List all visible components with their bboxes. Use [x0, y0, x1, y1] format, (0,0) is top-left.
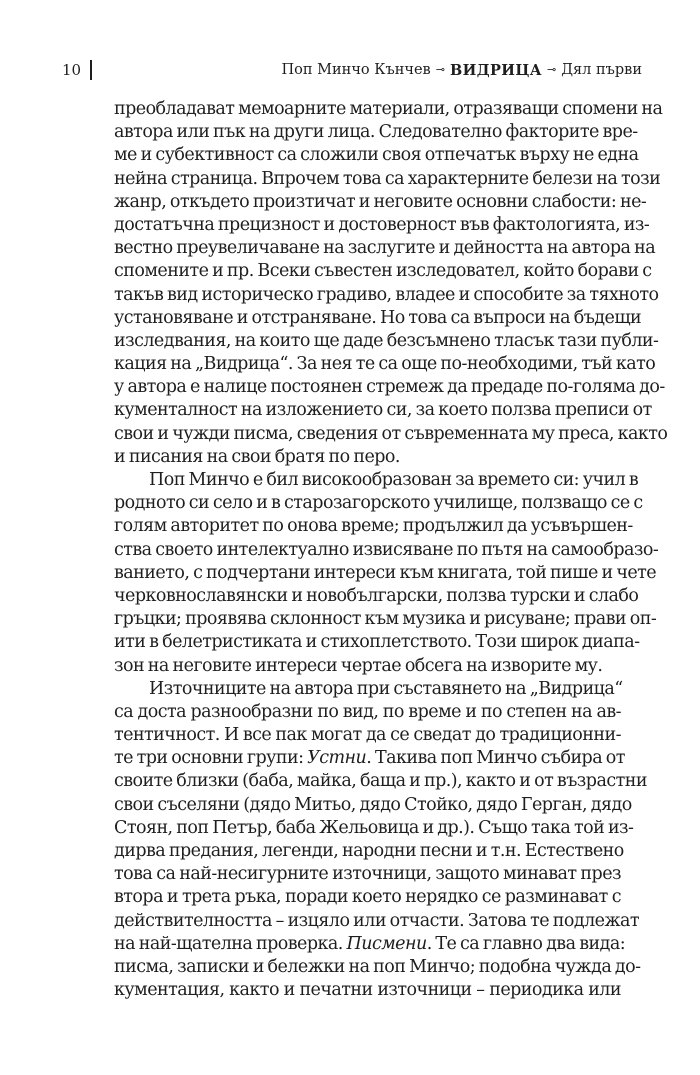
text-line: са доста разнообразни по вид, по време и по степен на ав-	[114, 701, 621, 722]
text-line: гръцки; проявява склонност към музика и рисуване; прави оп-	[114, 609, 657, 630]
text-line: Поп Минчо е бил високообразован за времето си: учил в	[149, 470, 639, 490]
text-line: свои и чужди писма, сведения от съвременната му преса, както	[114, 423, 668, 444]
text-line: спомените и пр. Всеки съвестен изследовател, който борави с	[114, 261, 652, 282]
text-line: у автора е налице постоянен стремеж да предаде по-голяма до-	[114, 377, 665, 398]
text-line: своите близки (баба, майка, баща и пр.), както и от възрастни	[114, 771, 647, 792]
text-line: нейна страница. Впрочем това са характерните белези на този	[114, 168, 661, 189]
header-divider	[90, 60, 92, 80]
text-line: тентичност. И все пак могат да се сведат до традиционни-	[114, 725, 621, 746]
text-line: ства своето интелектуално извисяване по пътя на самообразо-	[114, 539, 659, 560]
header-author: Поп Минчо Кънчев	[281, 62, 431, 78]
header-part: Дял първи	[561, 62, 642, 78]
body-text	[114, 98, 668, 1002]
text-line: зон на неговите интереси чертае обсега на изворите му.	[114, 655, 603, 676]
running-head	[62, 58, 642, 82]
text-line: кация на „Видрица“. За нея те са още по-необходими, тъй като	[114, 354, 656, 375]
text-line: такъв вид историческо градиво, владее и способите за тяхното	[114, 284, 659, 305]
header-book-title: ВИДРИЦА	[449, 61, 543, 79]
italic-term: Устни	[307, 748, 367, 769]
text-line: кументалност на изложението си, за което ползва преписи от	[114, 400, 652, 421]
text-line: достатъчна прецизност и достоверност във фактологията, из-	[114, 214, 650, 235]
italic-term: Писмени	[346, 933, 427, 954]
text-segment: на най-щателна проверка.	[114, 933, 343, 954]
text-segment: . Такива поп Минчо събира от	[366, 748, 625, 769]
text-line: установяване и отстраняване. Но това са въпроси на бъдещи	[114, 307, 642, 328]
text-line: родното си село и в старозагорското училище, ползващо се с	[114, 493, 643, 514]
text-segment: . Те са главно два вида:	[426, 933, 626, 954]
text-line	[114, 747, 625, 770]
text-line: автора или пък на други лица. Следователно факторите вре-	[114, 122, 638, 143]
text-line: и писания на свои братя по перо.	[114, 446, 400, 467]
text-line: Стоян, поп Петър, баба Жельовица и др.). Също така той из-	[114, 817, 634, 838]
text-line: ити в белетристиката и стихоплетството. Този широк диапа-	[114, 632, 640, 653]
text-line: втора и трета ръка, поради което нерядко се разминават с	[114, 887, 621, 908]
text-line: голям авторитет по онова време; продължил да усъвършен-	[114, 516, 633, 537]
text-line: ванието, с подчертани интереси към книгата, той пише и чете	[114, 562, 657, 583]
text-line: ме и субективност са сложили своя отпечатък върху не една	[114, 145, 639, 166]
running-title	[282, 62, 642, 79]
text-line: вестно преувеличаване на заслугите и дейността на автора на	[114, 238, 656, 259]
text-line: Източниците на автора при съставянето на „Видрица“	[149, 678, 623, 699]
text-line: преобладават мемоарните материали, отразяващи спомени на	[114, 99, 663, 119]
text-line: кументация, както и печатни източници – периодика или	[114, 980, 621, 1001]
text-segment: те три основни групи:	[114, 748, 304, 769]
header-separator-icon: ⊸	[547, 62, 557, 76]
text-line: изследвания, на които ще даде безсъмнено тласък тази публи-	[114, 330, 659, 351]
text-line: писма, записки и бележки на поп Минчо; подобна чужда до-	[114, 956, 641, 977]
text-line: дирва предания, легенди, народни песни и т.н. Естествено	[114, 841, 624, 861]
page-number: 10	[62, 61, 82, 79]
text-line	[114, 933, 626, 956]
text-line: действителността – изцяло или отчасти. Затова те подлежат	[114, 910, 640, 931]
text-line: това са най-несигурните източници, защото минават през	[114, 864, 621, 885]
text-line: свои съселяни (дядо Митьо, дядо Стойко, дядо Герган, дядо	[114, 794, 632, 815]
header-separator-icon: ⊸	[435, 62, 445, 76]
text-line: черковнославянски и новобългарски, ползва турски и слабо	[114, 585, 639, 606]
text-line: жанр, откъдето произтичат и неговите основни слабости: не-	[114, 191, 647, 212]
